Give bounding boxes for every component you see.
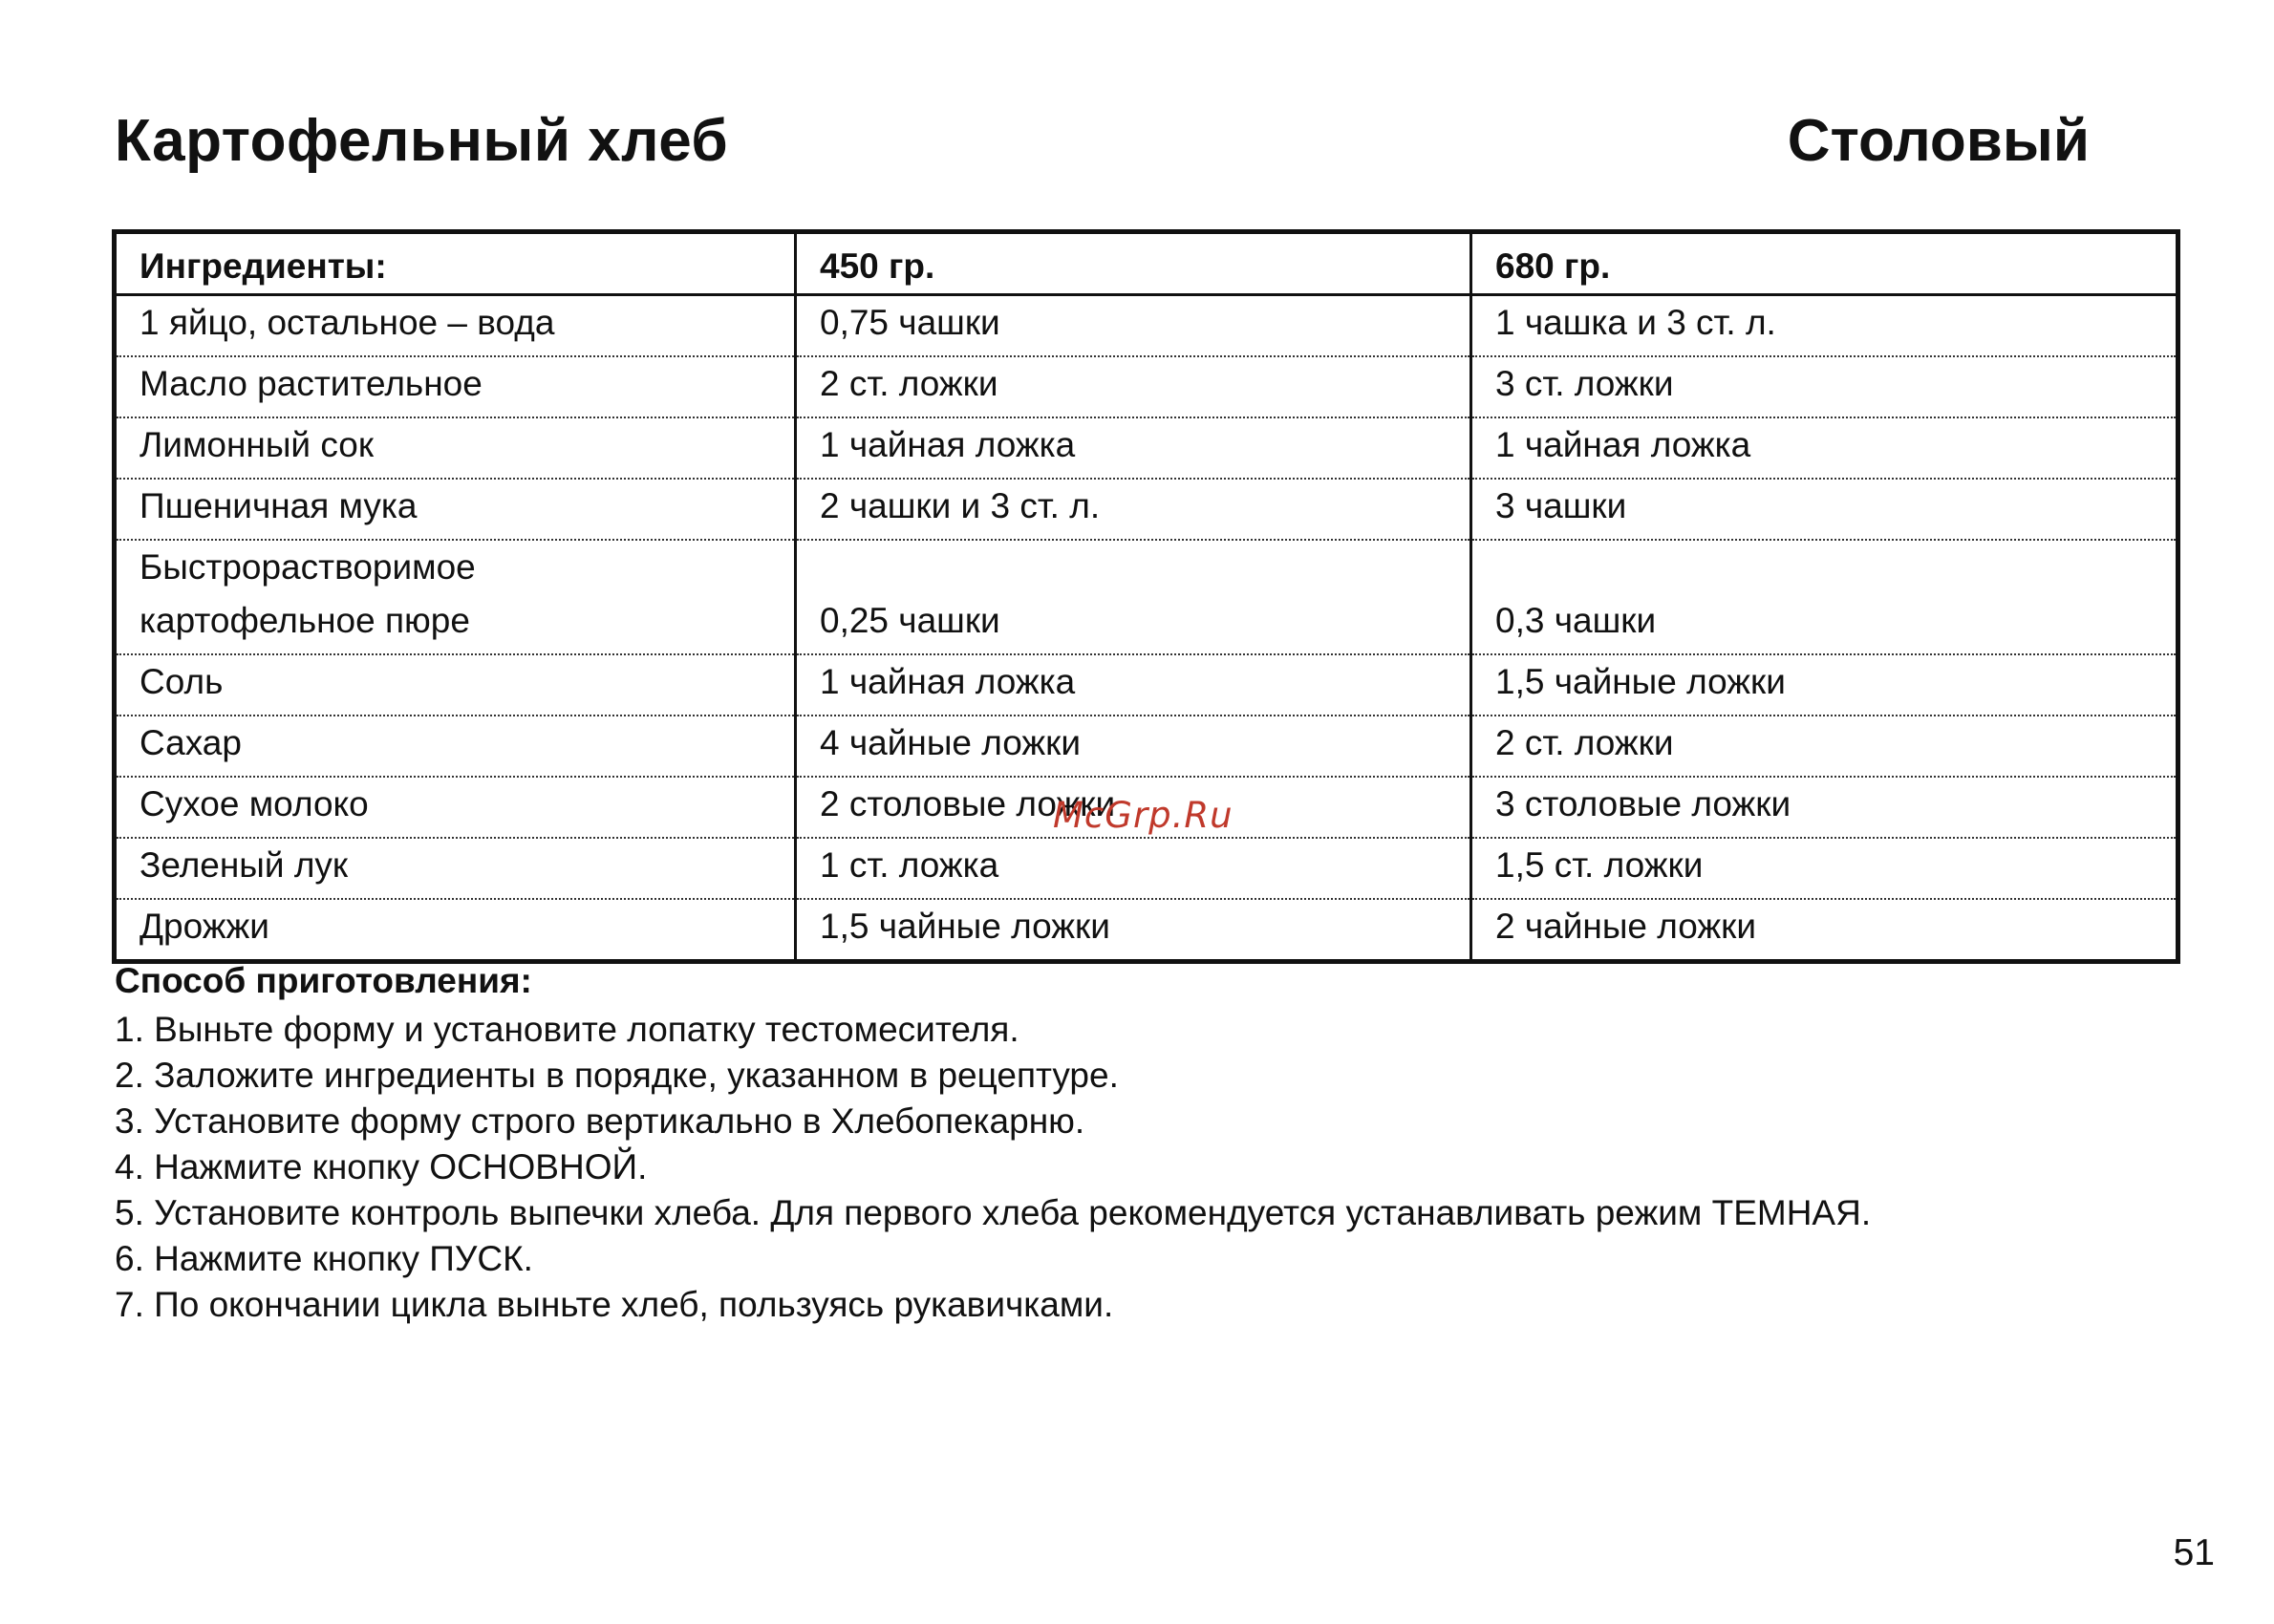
amount-680g-cell: 3 столовые ложки <box>1471 777 2178 838</box>
ingredients-table <box>112 229 2180 964</box>
ingredient-cell <box>115 295 796 357</box>
amount-680g-cell: 1,5 ст. ложки <box>1471 838 2178 899</box>
method-step: 4. Нажмите кнопку ОСНОВНОЙ. <box>115 1147 648 1186</box>
ingredient-name: Сахар <box>139 723 242 762</box>
amount-680g-cell: 2 чайные ложки <box>1471 899 2178 962</box>
ingredient-name: Соль <box>139 662 224 701</box>
table-row <box>115 716 2178 777</box>
table-row <box>115 654 2178 716</box>
ingredient-name: Пшеничная мука <box>139 486 418 525</box>
amount-450g-cell: 2 ст. ложки <box>796 356 1471 417</box>
method-steps <box>115 1007 2169 1328</box>
method-section <box>115 957 2169 1328</box>
ingredient-name: картофельное пюре <box>139 601 470 640</box>
ingredient-name: Зеленый лук <box>139 845 349 885</box>
ingredient-cell <box>115 540 796 654</box>
ingredient-name: 1 яйцо, остальное – вода <box>139 303 555 342</box>
table-row <box>115 838 2178 899</box>
column-header-450g: 450 гр. <box>796 232 1471 295</box>
recipe-category: Столовый <box>1787 108 2090 174</box>
watermark: McGrp.Ru <box>1053 795 1234 836</box>
ingredient-name: Масло растительное <box>139 364 483 403</box>
amount-450g-cell: 0,25 чашки <box>796 540 1471 654</box>
amount-680g-cell: 1,5 чайные ложки <box>1471 654 2178 716</box>
method-step: 3. Установите форму строго вертикально в Хлебопекарню. <box>115 1101 1085 1141</box>
table-row <box>115 417 2178 479</box>
amount-450g-cell: 2 чашки и 3 ст. л. <box>796 479 1471 540</box>
amount-450g-cell: 1,5 чайные ложки <box>796 899 1471 962</box>
amount-450g-cell: 1 чайная ложка <box>796 417 1471 479</box>
ingredient-name: Лимонный сок <box>139 425 375 464</box>
ingredient-cell <box>115 417 796 479</box>
table-row <box>115 479 2178 540</box>
ingredient-cell <box>115 899 796 962</box>
amount-450g-cell: 1 чайная ложка <box>796 654 1471 716</box>
amount-450g-cell: 2 столовые ложки <box>796 777 1471 838</box>
ingredient-cell <box>115 654 796 716</box>
table-header-row <box>115 232 2178 295</box>
amount-680g-cell: 1 чайная ложка <box>1471 417 2178 479</box>
ingredient-cell <box>115 356 796 417</box>
table-row <box>115 540 2178 654</box>
amount-680g-cell: 3 чашки <box>1471 479 2178 540</box>
method-step: 7. По окончании цикла выньте хлеб, пользуясь рукавичками. <box>115 1285 1114 1324</box>
table-row <box>115 899 2178 962</box>
amount-680g-cell: 2 ст. ложки <box>1471 716 2178 777</box>
amount-450g-cell: 0,75 чашки <box>796 295 1471 357</box>
ingredient-cell <box>115 838 796 899</box>
amount-680g-cell: 3 ст. ложки <box>1471 356 2178 417</box>
amount-450g-cell: 1 ст. ложка <box>796 838 1471 899</box>
ingredient-name: Быстрорастворимое <box>139 547 476 587</box>
ingredient-cell <box>115 716 796 777</box>
amount-450g-cell: 4 чайные ложки <box>796 716 1471 777</box>
table-body <box>115 295 2178 962</box>
table-row <box>115 295 2178 357</box>
amount-680g-cell: 0,3 чашки <box>1471 540 2178 654</box>
column-header-680g: 680 гр. <box>1471 232 2178 295</box>
method-step: 6. Нажмите кнопку ПУСК. <box>115 1239 533 1278</box>
amount-680g-cell: 1 чашка и 3 ст. л. <box>1471 295 2178 357</box>
table-row <box>115 356 2178 417</box>
method-step: 5. Установите контроль выпечки хлеба. Для первого хлеба рекомендуется устанавливать режим ТЕМНАЯ. <box>115 1193 1872 1232</box>
method-step: 1. Выньте форму и установите лопатку тестомесителя. <box>115 1010 1019 1049</box>
ingredient-cell <box>115 479 796 540</box>
page-title: Картофельный хлеб <box>115 108 729 174</box>
ingredient-cell <box>115 777 796 838</box>
column-header-ingredients: Ингредиенты: <box>115 232 796 295</box>
ingredient-name: Сухое молоко <box>139 784 369 823</box>
method-heading: Способ приготовления: <box>115 961 532 1000</box>
ingredient-name: Дрожжи <box>139 907 269 946</box>
page-number: 51 <box>2173 1532 2215 1573</box>
method-step: 2. Заложите ингредиенты в порядке, указанном в рецептуре. <box>115 1056 1119 1095</box>
